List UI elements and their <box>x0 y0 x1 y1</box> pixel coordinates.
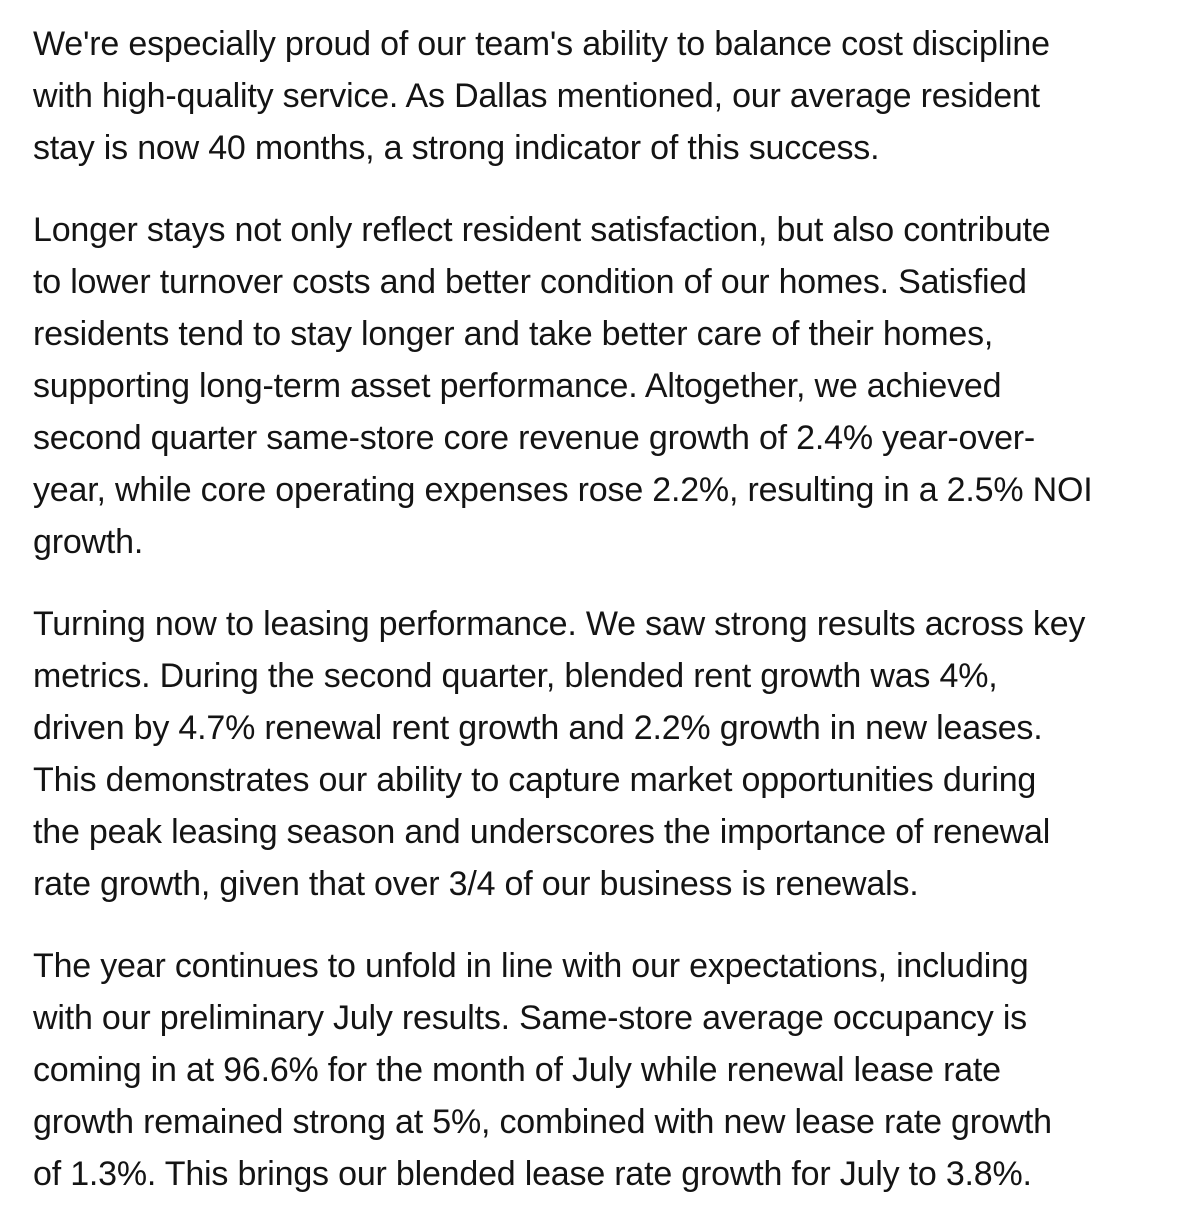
text-line: We're especially proud of our team's ability to balance cost discipline <box>33 25 1050 63</box>
text-line: stay is now 40 months, a strong indicator of this success. <box>33 129 880 167</box>
text-line: metrics. During the second quarter, blended rent growth was 4%, <box>33 657 998 695</box>
text-line: residents tend to stay longer and take better care of their homes, <box>33 315 994 353</box>
text-line: with our preliminary July results. Same-store average occupancy is <box>33 999 1027 1037</box>
text-line: This demonstrates our ability to capture market opportunities during <box>33 761 1037 799</box>
text-line: second quarter same-store core revenue growth of 2.4% year-over- <box>33 419 1036 457</box>
text-line: coming in at 96.6% for the month of July while renewal lease rate <box>33 1051 1001 1089</box>
paragraph-cost-discipline <box>33 18 1173 174</box>
paragraph-longer-stays <box>33 204 1173 568</box>
text-line: year, while core operating expenses rose 2.2%, resulting in a 2.5% NOI <box>33 471 1093 509</box>
text-line: the peak leasing season and underscores the importance of renewal <box>33 813 1051 851</box>
text-line: to lower turnover costs and better condition of our homes. Satisfied <box>33 263 1027 301</box>
text-line: supporting long-term asset performance. Altogether, we achieved <box>33 367 1002 405</box>
text-line: of 1.3%. This brings our blended lease rate growth for July to 3.8%. <box>33 1155 1032 1193</box>
transcript-body <box>33 18 1173 1200</box>
text-line: Turning now to leasing performance. We saw strong results across key <box>33 605 1086 643</box>
text-line: growth. <box>33 523 144 561</box>
paragraph-leasing-performance <box>33 598 1173 910</box>
paragraph-july-results <box>33 940 1173 1200</box>
text-line: growth remained strong at 5%, combined with new lease rate growth <box>33 1103 1052 1141</box>
text-line: Longer stays not only reflect resident satisfaction, but also contribute <box>33 211 1051 249</box>
text-line: The year continues to unfold in line with our expectations, including <box>33 947 1029 985</box>
text-line: driven by 4.7% renewal rent growth and 2.2% growth in new leases. <box>33 709 1043 747</box>
text-line: with high-quality service. As Dallas mentioned, our average resident <box>33 77 1040 115</box>
text-line: rate growth, given that over 3/4 of our business is renewals. <box>33 865 919 903</box>
